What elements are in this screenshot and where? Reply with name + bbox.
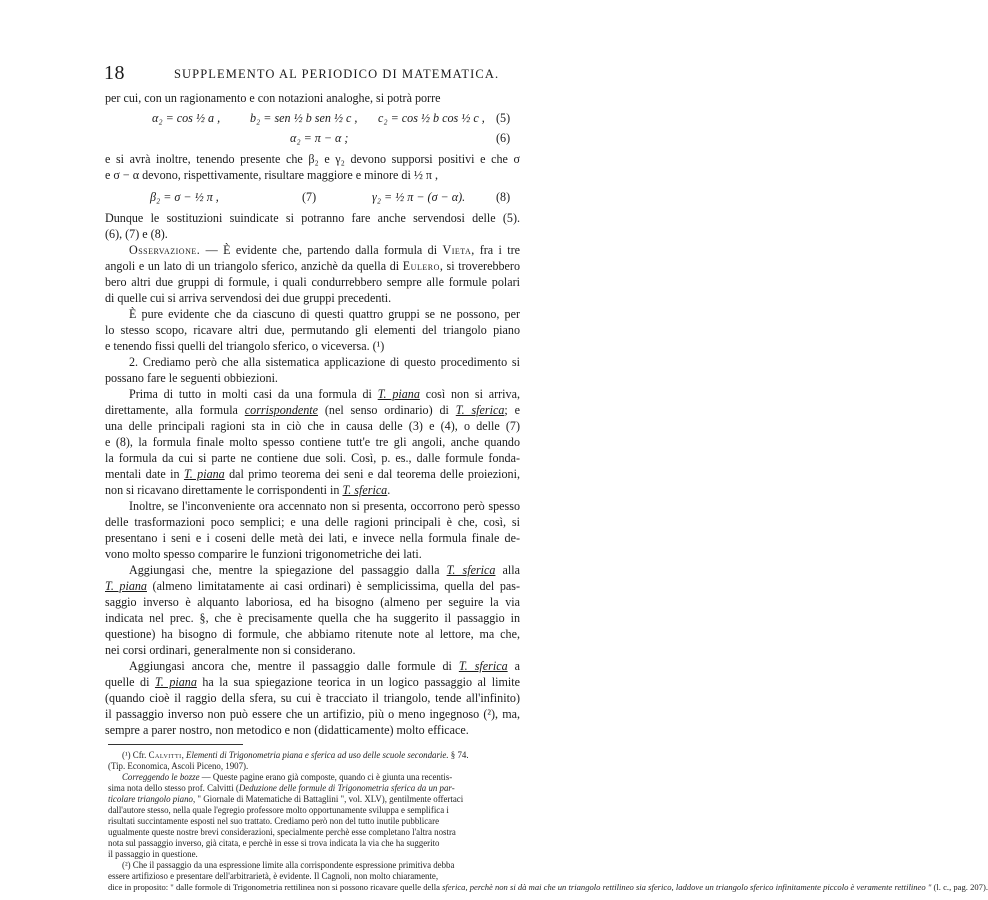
- page-number: 18: [104, 62, 125, 84]
- body-line: vono molto spesso comparire le funzioni trigonometriche dei lati.: [105, 547, 422, 561]
- equation-number-7: (7): [302, 190, 317, 204]
- observation-line: Osservazione. — È evidente che, partendo dalla formula di Vieta, fra i tre: [129, 243, 520, 257]
- footnote-line: risultati succintamente esposti nel suo trattato. Crediamo però non del tutto inutile pubblicare: [108, 816, 440, 826]
- body-line: nei corsi ordinari, generalmente non si considerano.: [105, 643, 356, 657]
- equation-6: α₂ = π − α ;: [290, 131, 349, 145]
- body-line: Prima di tutto in molti casi da una formula di T. piana così non si arriva,: [129, 387, 520, 401]
- body-line: (quando cioè il raggio della sfera, su cui è tracciato il triangolo, tende all'infinito): [105, 691, 520, 705]
- author-vieta: Vieta: [442, 243, 472, 257]
- equation-5c: c₂ = cos ½ b cos ½ c ,: [378, 111, 485, 125]
- footnote-line: il passaggio in questione.: [108, 849, 198, 859]
- body-line: indicata nel prec. §, che è precisamente quella che ha suggerito il passaggio in: [105, 611, 520, 625]
- equation-number-8: (8): [496, 190, 511, 204]
- equation-5b: b₂ = sen ½ b sen ½ c ,: [250, 111, 358, 125]
- body-line: angoli e un lato di un triangolo sferico, anzichè da quella di Eulero, si troverebbero: [105, 259, 520, 273]
- body-line: delle trasformazioni poco semplici; e una delle ragioni principali è che, così, si: [105, 515, 520, 529]
- body-line: la formula da cui si parte ne contiene due soli. Così, p. es., dalle formule fonda-: [105, 451, 520, 465]
- body-line: di quelle cui si arriva servendosi dei due gruppi precedenti.: [105, 291, 392, 305]
- body-line: questione) ha bisogno di formule, che abbiamo ritenute note al lettore, ma che,: [105, 627, 520, 641]
- footnote-line: sima nota dello stesso prof. Calvitti (Deduzione delle formule di Trigonometria sferica da un par-: [108, 783, 455, 793]
- body-line: T. piana (almeno limitatamente ai casi ordinari) è semplicissima, quella del pas-: [105, 579, 520, 593]
- body-line: direttamente, alla formula corrispondente (nel senso ordinario) di T. sferica; e: [105, 403, 520, 417]
- body-line: saggio inverso è alquanto laboriosa, ed ha bisogno (almeno per seguire la via: [105, 595, 520, 609]
- body-line: per cui, con un ragionamento e con notazioni analoghe, si potrà porre: [105, 91, 441, 105]
- footnote-line: essere artifizioso e presentare dell'arbitrarietà, è evidente. Il Cagnoli, non molto chiaramente,: [108, 871, 439, 881]
- equation-8: γ₂ = ½ π − (σ − α).: [372, 190, 466, 204]
- author-eulero: Eulero: [402, 259, 440, 273]
- equation-5a: α₂ = cos ½ a ,: [152, 111, 221, 125]
- body-line: Inoltre, se l'inconveniente ora accennato non si presenta, occorrono però spesso: [129, 499, 520, 513]
- body-line: quelle di T. piana ha la sua spiegazione teorica in un logico passaggio al limite: [105, 675, 520, 689]
- body-line: Dunque le sostituzioni suindicate si potranno fare anche servendosi delle (5).: [105, 211, 520, 225]
- body-line: Aggiungasi ancora che, mentre il passaggio dalle formule di T. sferica a: [129, 659, 520, 673]
- body-line: e σ − α devono, rispettivamente, risultare maggiore e minore di ½ π ,: [105, 168, 439, 182]
- equation-number-5: (5): [496, 111, 511, 125]
- body-line: mentali date in T. piana dal primo teorema dei seni e dal teorema delle proiezioni,: [105, 467, 520, 481]
- body-line: presentano i seni e i coseni delle metà dei lati, e invece nella formula finale de-: [105, 531, 520, 545]
- footnote-line: ticolare triangolo piano, " Giornale di Matematiche di Battaglini ", vol. XLV), gentilmente offertaci: [108, 794, 464, 804]
- observation-label: Osservazione.: [129, 243, 201, 257]
- body-line: (6), (7) e (8).: [105, 227, 168, 241]
- body-line: e si avrà inoltre, tenendo presente che β₂ e γ₂ devono supporsi positivi e che σ: [105, 152, 520, 166]
- footnote-line: ugualmente queste nostre brevi considerazioni, specialmente perchè esse completano l'altra nostra: [108, 827, 456, 837]
- equation-7: β₂ = σ − ½ π ,: [150, 190, 219, 204]
- footnote-2: (²) Che il passaggio da una espressione limite alla corrispondente espressione primitiva debba: [122, 860, 455, 870]
- body-line: possano fare le seguenti obbiezioni.: [105, 371, 278, 385]
- footnote-line: dice in proposito: " dalle formole di Trigonometria rettilinea non si possono ricavare quelle della sferica, perchè non si dà mai che un triangolo rettilineo sia sferico, laddove un triangolo sferico infinitamente piccolo è veramente rettilineo " (l. c., pag. 207).: [108, 882, 988, 892]
- footnote-line: Correggendo le bozze — Queste pagine erano già composte, quando ci è giunta una recentis-: [122, 772, 453, 782]
- body-line: il passaggio inverso non può essere che un artifizio, più o meno ingegnoso (²), ma,: [105, 707, 520, 721]
- body-line: una delle principali ragioni sta in ciò che in causa delle (3) e (4), o delle (7): [105, 419, 520, 433]
- footnote-1: (¹) Cfr. Calvitti, Elementi di Trigonometria piana e sferica ad uso delle scuole secondarie. § 74.: [122, 750, 469, 760]
- footnote-line: dall'autore stesso, nella quale l'egregio professore molto opportunamente sviluppa e semplifica i: [108, 805, 449, 815]
- equation-number-6: (6): [496, 131, 511, 145]
- body-line: Aggiungasi che, mentre la spiegazione del passaggio dalla T. sferica alla: [129, 563, 520, 577]
- body-line: È pure evidente che da ciascuno di questi quattro gruppi se ne possono, per: [129, 307, 520, 321]
- body-line: sempre a parer nostro, non metodico e non (didatticamente) molto efficace.: [105, 722, 520, 738]
- body-line: bero altri due gruppi di formule, i quali condurrebbero sempre alle formule polari: [105, 275, 520, 289]
- body-line: e (8), la formula finale molto spesso contiene tutt'e tre gli angoli, anche quando: [105, 435, 520, 449]
- body-line: non si ricavano direttamente le corrispondenti in T. sferica.: [105, 483, 391, 497]
- running-title: SUPPLEMENTO AL PERIODICO DI MATEMATICA.: [174, 67, 500, 81]
- footnote-line: nota sul passaggio inverso, già citata, e perchè in esse si trova indicata la via che ha suggerito: [108, 838, 440, 848]
- footnote-line: (Tip. Economica, Ascoli Piceno, 1907).: [108, 761, 249, 771]
- body-line: e tenendo fissi quelli del triangolo sferico, o viceversa. (¹): [105, 339, 385, 353]
- section-2-line: 2. Crediamo però che alla sistematica applicazione di questo procedimento si: [129, 355, 520, 369]
- body-line: lo stesso scopo, ricavare altri due, permutando gli elementi del triangolo piano: [105, 323, 520, 337]
